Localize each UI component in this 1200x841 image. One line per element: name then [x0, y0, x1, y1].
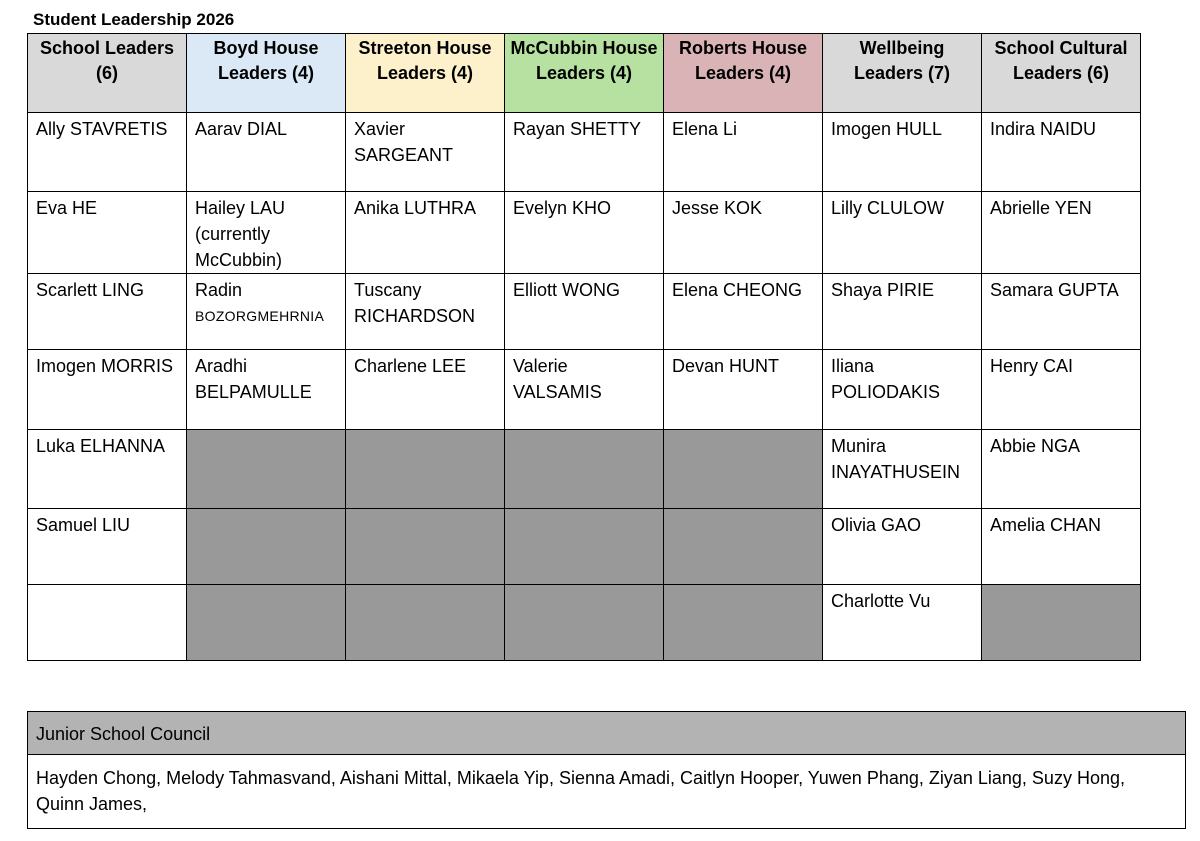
empty-cell — [346, 509, 505, 585]
empty-cell — [505, 430, 664, 509]
table-cell: Aarav DIAL — [187, 113, 346, 192]
empty-cell — [664, 509, 823, 585]
table-row — [28, 274, 1141, 350]
table-row — [28, 113, 1141, 192]
header-streeton-house-leaders: Streeton House Leaders (4) — [346, 34, 505, 113]
header-school-leaders: School Leaders (6) — [28, 34, 187, 113]
table-row — [28, 430, 1141, 509]
table-cell: Imogen MORRIS — [28, 350, 187, 430]
table-cell: Munira INAYATHUSEIN — [823, 430, 982, 509]
empty-cell — [664, 430, 823, 509]
table-row — [28, 585, 1141, 661]
table-cell: Devan HUNT — [664, 350, 823, 430]
empty-cell — [505, 585, 664, 661]
table-cell: Elena Li — [664, 113, 823, 192]
table-cell: Elliott WONG — [505, 274, 664, 350]
junior-school-council-box — [27, 711, 1186, 829]
council-members: Hayden Chong, Melody Tahmasvand, Aishani Mittal, Mikaela Yip, Sienna Amadi, Caitlyn Hooper, Yuwen Phang, Ziyan Liang, Suzy Hong, Quinn James, — [36, 768, 1125, 814]
header-row — [28, 34, 1141, 113]
table-cell: Valerie VALSAMIS — [505, 350, 664, 430]
table-cell: Lilly CLULOW — [823, 192, 982, 274]
leadership-table — [27, 33, 1141, 661]
table-cell: Abrielle YEN — [982, 192, 1141, 274]
table-cell: Luka ELHANNA — [28, 430, 187, 509]
table-cell: Samuel LIU — [28, 509, 187, 585]
empty-cell — [346, 430, 505, 509]
table-cell: Hailey LAU (currently McCubbin) — [187, 192, 346, 274]
empty-cell — [664, 585, 823, 661]
header-mccubbin-house-leaders: McCubbin House Leaders (4) — [505, 34, 664, 113]
empty-cell — [346, 585, 505, 661]
table-cell: Olivia GAO — [823, 509, 982, 585]
table-cell: Xavier SARGEANT — [346, 113, 505, 192]
header-school-cultural-leaders: School Cultural Leaders (6) — [982, 34, 1141, 113]
table-cell: Aradhi BELPAMULLE — [187, 350, 346, 430]
table-cell: Samara GUPTA — [982, 274, 1141, 350]
table-cell: Elena CHEONG — [664, 274, 823, 350]
empty-cell — [187, 509, 346, 585]
table-cell: Abbie NGA — [982, 430, 1141, 509]
table-cell: Imogen HULL — [823, 113, 982, 192]
table-row — [28, 509, 1141, 585]
table-cell — [28, 585, 187, 661]
table-row — [28, 350, 1141, 430]
table-cell: Charlotte Vu — [823, 585, 982, 661]
table-cell: Evelyn KHO — [505, 192, 664, 274]
table-row — [28, 192, 1141, 274]
table-cell: Shaya PIRIE — [823, 274, 982, 350]
table-cell: Ally STAVRETIS — [28, 113, 187, 192]
header-wellbeing-leaders: Wellbeing Leaders (7) — [823, 34, 982, 113]
table-cell: Iliana POLIODAKIS — [823, 350, 982, 430]
table-cell: Jesse KOK — [664, 192, 823, 274]
header-roberts-house-leaders: Roberts House Leaders (4) — [664, 34, 823, 113]
table-cell: Indira NAIDU — [982, 113, 1141, 192]
table-cell: Eva HE — [28, 192, 187, 274]
table-cell: Henry CAI — [982, 350, 1141, 430]
table-cell: Radin BOZORGMEHRNIA — [187, 274, 346, 350]
document-title: Student Leadership 2026 — [33, 10, 235, 29]
empty-cell — [982, 585, 1141, 661]
table-cell: Tuscany RICHARDSON — [346, 274, 505, 350]
table-cell: Charlene LEE — [346, 350, 505, 430]
empty-cell — [187, 430, 346, 509]
table-cell: Scarlett LING — [28, 274, 187, 350]
table-cell: Rayan SHETTY — [505, 113, 664, 192]
table-cell: Anika LUTHRA — [346, 192, 505, 274]
table-cell: Amelia CHAN — [982, 509, 1141, 585]
council-heading: Junior School Council — [28, 712, 1185, 755]
header-boyd-house-leaders: Boyd House Leaders (4) — [187, 34, 346, 113]
empty-cell — [505, 509, 664, 585]
table-body — [28, 113, 1141, 661]
empty-cell — [187, 585, 346, 661]
